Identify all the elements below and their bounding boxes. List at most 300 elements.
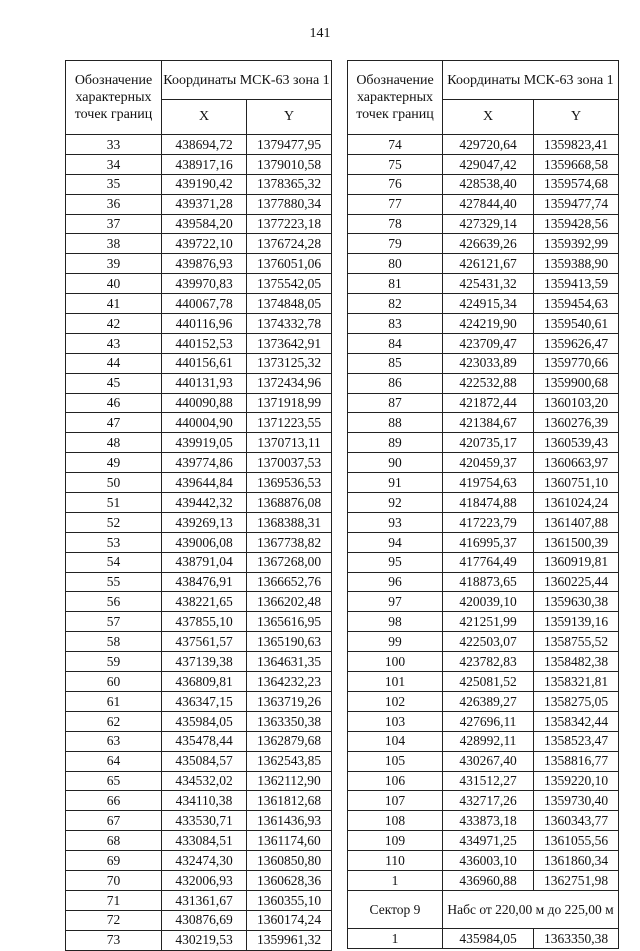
x-coordinate-cell: 439876,93 bbox=[162, 254, 247, 274]
table-row bbox=[66, 174, 332, 194]
point-number-cell: 61 bbox=[66, 691, 162, 711]
point-number-cell: 42 bbox=[66, 314, 162, 334]
point-number-cell: 78 bbox=[348, 214, 443, 234]
point-number-cell: 105 bbox=[348, 751, 443, 771]
x-coordinate-cell: 440004,90 bbox=[162, 413, 247, 433]
x-coordinate-cell: 440131,93 bbox=[162, 373, 247, 393]
table-row bbox=[66, 831, 332, 851]
header-point-designation: Обозначение характерных точек границ bbox=[348, 61, 443, 135]
point-number-cell: 85 bbox=[348, 353, 443, 373]
y-coordinate-cell: 1373642,91 bbox=[247, 333, 332, 353]
y-coordinate-cell: 1360539,43 bbox=[534, 433, 619, 453]
y-coordinate-cell: 1372434,96 bbox=[247, 373, 332, 393]
x-coordinate-cell: 425081,52 bbox=[443, 672, 534, 692]
table-row bbox=[66, 592, 332, 612]
x-coordinate-cell: 435478,44 bbox=[162, 731, 247, 751]
x-coordinate-cell: 438476,91 bbox=[162, 572, 247, 592]
table-row bbox=[348, 234, 619, 254]
table-row bbox=[66, 194, 332, 214]
point-number-cell: 60 bbox=[66, 672, 162, 692]
table-row bbox=[66, 393, 332, 413]
y-coordinate-cell: 1368876,08 bbox=[247, 493, 332, 513]
table-row bbox=[66, 135, 332, 155]
point-number-cell: 40 bbox=[66, 274, 162, 294]
point-number-cell: 99 bbox=[348, 632, 443, 652]
x-coordinate-cell: 430267,40 bbox=[443, 751, 534, 771]
point-number-cell: 71 bbox=[66, 890, 162, 910]
point-number-cell: 49 bbox=[66, 453, 162, 473]
x-coordinate-cell: 424219,90 bbox=[443, 314, 534, 334]
point-number-cell: 87 bbox=[348, 393, 443, 413]
table-row bbox=[66, 652, 332, 672]
x-coordinate-cell: 424915,34 bbox=[443, 294, 534, 314]
x-coordinate-cell: 439371,28 bbox=[162, 194, 247, 214]
y-coordinate-cell: 1370037,53 bbox=[247, 453, 332, 473]
table-row bbox=[348, 791, 619, 811]
table-row bbox=[348, 174, 619, 194]
table-row bbox=[348, 672, 619, 692]
table-row bbox=[66, 274, 332, 294]
table-row bbox=[348, 711, 619, 731]
table-row bbox=[348, 274, 619, 294]
x-coordinate-cell: 420039,10 bbox=[443, 592, 534, 612]
table-row bbox=[66, 612, 332, 632]
x-coordinate-cell: 436003,10 bbox=[443, 851, 534, 871]
x-coordinate-cell: 423033,89 bbox=[443, 353, 534, 373]
point-number-cell: 108 bbox=[348, 811, 443, 831]
y-coordinate-cell: 1370713,11 bbox=[247, 433, 332, 453]
y-coordinate-cell: 1359730,40 bbox=[534, 791, 619, 811]
x-coordinate-cell: 438694,72 bbox=[162, 135, 247, 155]
table-row bbox=[348, 473, 619, 493]
x-coordinate-cell: 425431,32 bbox=[443, 274, 534, 294]
table-row bbox=[66, 294, 332, 314]
table-row bbox=[66, 214, 332, 234]
point-number-cell: 47 bbox=[66, 413, 162, 433]
point-number-cell: 68 bbox=[66, 831, 162, 851]
x-coordinate-cell: 421251,99 bbox=[443, 612, 534, 632]
table-row bbox=[348, 135, 619, 155]
y-coordinate-cell: 1359413,59 bbox=[534, 274, 619, 294]
y-coordinate-cell: 1376724,28 bbox=[247, 234, 332, 254]
x-coordinate-cell: 420459,37 bbox=[443, 453, 534, 473]
x-coordinate-cell: 435084,57 bbox=[162, 751, 247, 771]
y-coordinate-cell: 1377880,34 bbox=[247, 194, 332, 214]
table-row bbox=[348, 512, 619, 532]
x-coordinate-cell: 417223,79 bbox=[443, 512, 534, 532]
table-row bbox=[66, 254, 332, 274]
y-coordinate-cell: 1366652,76 bbox=[247, 572, 332, 592]
point-number-cell: 46 bbox=[66, 393, 162, 413]
table-row bbox=[66, 572, 332, 592]
x-coordinate-cell: 423709,47 bbox=[443, 333, 534, 353]
y-coordinate-cell: 1359388,90 bbox=[534, 254, 619, 274]
y-coordinate-cell: 1362751,98 bbox=[534, 870, 619, 890]
y-coordinate-cell: 1361024,24 bbox=[534, 493, 619, 513]
table-row bbox=[348, 691, 619, 711]
x-coordinate-cell: 428538,40 bbox=[443, 174, 534, 194]
y-coordinate-cell: 1364631,35 bbox=[247, 652, 332, 672]
y-coordinate-cell: 1361500,39 bbox=[534, 532, 619, 552]
table-row bbox=[348, 572, 619, 592]
point-number-cell: 43 bbox=[66, 333, 162, 353]
header-row bbox=[66, 61, 332, 100]
x-coordinate-cell: 418474,88 bbox=[443, 493, 534, 513]
point-number-cell: 54 bbox=[66, 552, 162, 572]
point-number-cell: 64 bbox=[66, 751, 162, 771]
table-row bbox=[348, 771, 619, 791]
y-coordinate-cell: 1360751,10 bbox=[534, 473, 619, 493]
point-number-cell: 84 bbox=[348, 333, 443, 353]
table-row bbox=[348, 751, 619, 771]
y-coordinate-cell: 1366202,48 bbox=[247, 592, 332, 612]
point-number-cell: 53 bbox=[66, 532, 162, 552]
y-coordinate-cell: 1371918,99 bbox=[247, 393, 332, 413]
x-coordinate-cell: 439442,32 bbox=[162, 493, 247, 513]
x-coordinate-cell: 419754,63 bbox=[443, 473, 534, 493]
y-coordinate-cell: 1363719,26 bbox=[247, 691, 332, 711]
sector-header-row bbox=[348, 890, 619, 928]
y-coordinate-cell: 1376051,06 bbox=[247, 254, 332, 274]
y-coordinate-cell: 1363350,38 bbox=[247, 711, 332, 731]
point-number-cell: 98 bbox=[348, 612, 443, 632]
point-number-cell: 104 bbox=[348, 731, 443, 751]
table-row bbox=[348, 552, 619, 572]
x-coordinate-cell: 440116,96 bbox=[162, 314, 247, 334]
table-row bbox=[348, 294, 619, 314]
table-row bbox=[66, 632, 332, 652]
x-coordinate-cell: 418873,65 bbox=[443, 572, 534, 592]
y-coordinate-cell: 1378365,32 bbox=[247, 174, 332, 194]
point-number-cell: 77 bbox=[348, 194, 443, 214]
table-row bbox=[66, 333, 332, 353]
header-y: Y bbox=[247, 100, 332, 135]
y-coordinate-cell: 1359770,66 bbox=[534, 353, 619, 373]
point-number-cell: 1 bbox=[348, 870, 443, 890]
x-coordinate-cell: 440156,61 bbox=[162, 353, 247, 373]
point-number-cell: 67 bbox=[66, 811, 162, 831]
x-coordinate-cell: 440152,53 bbox=[162, 333, 247, 353]
x-coordinate-cell: 439006,08 bbox=[162, 532, 247, 552]
x-coordinate-cell: 429047,42 bbox=[443, 154, 534, 174]
table-row bbox=[348, 632, 619, 652]
header-coordinate-system: Координаты МСК-63 зона 1 bbox=[162, 61, 332, 100]
y-coordinate-cell: 1359668,58 bbox=[534, 154, 619, 174]
point-number-cell: 91 bbox=[348, 473, 443, 493]
point-number-cell: 35 bbox=[66, 174, 162, 194]
x-coordinate-cell: 435984,05 bbox=[443, 928, 534, 948]
y-coordinate-cell: 1363350,38 bbox=[534, 928, 619, 948]
table-row bbox=[348, 353, 619, 373]
y-coordinate-cell: 1365190,63 bbox=[247, 632, 332, 652]
x-coordinate-cell: 429720,64 bbox=[443, 135, 534, 155]
y-coordinate-cell: 1374332,78 bbox=[247, 314, 332, 334]
table-row bbox=[66, 512, 332, 532]
point-number-cell: 45 bbox=[66, 373, 162, 393]
point-number-cell: 82 bbox=[348, 294, 443, 314]
point-number-cell: 52 bbox=[66, 512, 162, 532]
table-row bbox=[348, 254, 619, 274]
x-coordinate-cell: 426389,27 bbox=[443, 691, 534, 711]
y-coordinate-cell: 1360174,24 bbox=[247, 910, 332, 930]
header-x: X bbox=[443, 100, 534, 135]
y-coordinate-cell: 1362543,85 bbox=[247, 751, 332, 771]
table-row bbox=[66, 930, 332, 950]
y-coordinate-cell: 1364232,23 bbox=[247, 672, 332, 692]
x-coordinate-cell: 436809,81 bbox=[162, 672, 247, 692]
table-row bbox=[66, 413, 332, 433]
table-row bbox=[348, 928, 619, 948]
y-coordinate-cell: 1365616,95 bbox=[247, 612, 332, 632]
point-number-cell: 97 bbox=[348, 592, 443, 612]
x-coordinate-cell: 434971,25 bbox=[443, 831, 534, 851]
table-row bbox=[66, 473, 332, 493]
sector-label: Сектор 9 bbox=[348, 890, 443, 928]
point-number-cell: 37 bbox=[66, 214, 162, 234]
header-coordinate-system: Координаты МСК-63 зона 1 bbox=[443, 61, 619, 100]
point-number-cell: 39 bbox=[66, 254, 162, 274]
table-row bbox=[66, 552, 332, 572]
table-row bbox=[66, 851, 332, 871]
y-coordinate-cell: 1375542,05 bbox=[247, 274, 332, 294]
point-number-cell: 62 bbox=[66, 711, 162, 731]
y-coordinate-cell: 1359574,68 bbox=[534, 174, 619, 194]
x-coordinate-cell: 416995,37 bbox=[443, 532, 534, 552]
table-row bbox=[348, 831, 619, 851]
y-coordinate-cell: 1373125,32 bbox=[247, 353, 332, 373]
y-coordinate-cell: 1359454,63 bbox=[534, 294, 619, 314]
y-coordinate-cell: 1360103,20 bbox=[534, 393, 619, 413]
table-row bbox=[348, 433, 619, 453]
point-number-cell: 93 bbox=[348, 512, 443, 532]
table-row bbox=[66, 811, 332, 831]
x-coordinate-cell: 422532,88 bbox=[443, 373, 534, 393]
table-row bbox=[348, 851, 619, 871]
y-coordinate-cell: 1360919,81 bbox=[534, 552, 619, 572]
y-coordinate-cell: 1359900,68 bbox=[534, 373, 619, 393]
table-row bbox=[66, 532, 332, 552]
x-coordinate-cell: 440090,88 bbox=[162, 393, 247, 413]
header-row bbox=[348, 61, 619, 100]
table-row bbox=[66, 353, 332, 373]
table-row bbox=[66, 751, 332, 771]
point-number-cell: 72 bbox=[66, 910, 162, 930]
y-coordinate-cell: 1359392,99 bbox=[534, 234, 619, 254]
y-coordinate-cell: 1358523,47 bbox=[534, 731, 619, 751]
header-y: Y bbox=[534, 100, 619, 135]
y-coordinate-cell: 1359626,47 bbox=[534, 333, 619, 353]
x-coordinate-cell: 427844,40 bbox=[443, 194, 534, 214]
x-coordinate-cell: 439584,20 bbox=[162, 214, 247, 234]
point-number-cell: 90 bbox=[348, 453, 443, 473]
x-coordinate-cell: 439269,13 bbox=[162, 512, 247, 532]
y-coordinate-cell: 1359139,16 bbox=[534, 612, 619, 632]
table-row bbox=[66, 890, 332, 910]
table-row bbox=[348, 652, 619, 672]
point-number-cell: 1 bbox=[348, 928, 443, 948]
x-coordinate-cell: 435984,05 bbox=[162, 711, 247, 731]
coordinates-table-left bbox=[65, 60, 332, 951]
y-coordinate-cell: 1359823,41 bbox=[534, 135, 619, 155]
x-coordinate-cell: 439644,84 bbox=[162, 473, 247, 493]
point-number-cell: 110 bbox=[348, 851, 443, 871]
table-row bbox=[66, 731, 332, 751]
point-number-cell: 63 bbox=[66, 731, 162, 751]
x-coordinate-cell: 432006,93 bbox=[162, 870, 247, 890]
y-coordinate-cell: 1361407,88 bbox=[534, 512, 619, 532]
y-coordinate-cell: 1361055,56 bbox=[534, 831, 619, 851]
x-coordinate-cell: 430876,69 bbox=[162, 910, 247, 930]
table-row bbox=[348, 493, 619, 513]
y-coordinate-cell: 1360225,44 bbox=[534, 572, 619, 592]
table-row bbox=[66, 791, 332, 811]
point-number-cell: 88 bbox=[348, 413, 443, 433]
x-coordinate-cell: 439970,83 bbox=[162, 274, 247, 294]
x-coordinate-cell: 440067,78 bbox=[162, 294, 247, 314]
x-coordinate-cell: 438221,65 bbox=[162, 592, 247, 612]
table-row bbox=[348, 214, 619, 234]
header-point-designation: Обозначение характерных точек границ bbox=[66, 61, 162, 135]
table-row bbox=[348, 413, 619, 433]
table-row bbox=[66, 711, 332, 731]
table-row bbox=[348, 373, 619, 393]
y-coordinate-cell: 1360628,36 bbox=[247, 870, 332, 890]
point-number-cell: 94 bbox=[348, 532, 443, 552]
x-coordinate-cell: 438791,04 bbox=[162, 552, 247, 572]
x-coordinate-cell: 439919,05 bbox=[162, 433, 247, 453]
x-coordinate-cell: 433530,71 bbox=[162, 811, 247, 831]
table-row bbox=[66, 771, 332, 791]
y-coordinate-cell: 1360343,77 bbox=[534, 811, 619, 831]
x-coordinate-cell: 439722,10 bbox=[162, 234, 247, 254]
point-number-cell: 103 bbox=[348, 711, 443, 731]
x-coordinate-cell: 430219,53 bbox=[162, 930, 247, 950]
point-number-cell: 100 bbox=[348, 652, 443, 672]
y-coordinate-cell: 1367268,00 bbox=[247, 552, 332, 572]
x-coordinate-cell: 426121,67 bbox=[443, 254, 534, 274]
point-number-cell: 76 bbox=[348, 174, 443, 194]
table-row bbox=[66, 234, 332, 254]
table-row bbox=[348, 333, 619, 353]
point-number-cell: 33 bbox=[66, 135, 162, 155]
point-number-cell: 57 bbox=[66, 612, 162, 632]
x-coordinate-cell: 431512,27 bbox=[443, 771, 534, 791]
y-coordinate-cell: 1371223,55 bbox=[247, 413, 332, 433]
y-coordinate-cell: 1359961,32 bbox=[247, 930, 332, 950]
point-number-cell: 92 bbox=[348, 493, 443, 513]
y-coordinate-cell: 1359477,74 bbox=[534, 194, 619, 214]
point-number-cell: 59 bbox=[66, 652, 162, 672]
y-coordinate-cell: 1360663,97 bbox=[534, 453, 619, 473]
point-number-cell: 73 bbox=[66, 930, 162, 950]
x-coordinate-cell: 433084,51 bbox=[162, 831, 247, 851]
table-row bbox=[348, 393, 619, 413]
y-coordinate-cell: 1358275,05 bbox=[534, 691, 619, 711]
x-coordinate-cell: 433873,18 bbox=[443, 811, 534, 831]
y-coordinate-cell: 1360276,39 bbox=[534, 413, 619, 433]
y-coordinate-cell: 1360850,80 bbox=[247, 851, 332, 871]
point-number-cell: 36 bbox=[66, 194, 162, 214]
point-number-cell: 106 bbox=[348, 771, 443, 791]
table-row bbox=[348, 731, 619, 751]
point-number-cell: 86 bbox=[348, 373, 443, 393]
table-row bbox=[66, 154, 332, 174]
y-coordinate-cell: 1374848,05 bbox=[247, 294, 332, 314]
point-number-cell: 70 bbox=[66, 870, 162, 890]
x-coordinate-cell: 436347,15 bbox=[162, 691, 247, 711]
x-coordinate-cell: 437139,38 bbox=[162, 652, 247, 672]
point-number-cell: 69 bbox=[66, 851, 162, 871]
point-number-cell: 109 bbox=[348, 831, 443, 851]
table-row bbox=[348, 592, 619, 612]
table-row bbox=[66, 373, 332, 393]
point-number-cell: 55 bbox=[66, 572, 162, 592]
y-coordinate-cell: 1359540,61 bbox=[534, 314, 619, 334]
point-number-cell: 101 bbox=[348, 672, 443, 692]
point-number-cell: 41 bbox=[66, 294, 162, 314]
point-number-cell: 51 bbox=[66, 493, 162, 513]
point-number-cell: 48 bbox=[66, 433, 162, 453]
y-coordinate-cell: 1362879,68 bbox=[247, 731, 332, 751]
y-coordinate-cell: 1359630,38 bbox=[534, 592, 619, 612]
point-number-cell: 34 bbox=[66, 154, 162, 174]
y-coordinate-cell: 1359428,56 bbox=[534, 214, 619, 234]
y-coordinate-cell: 1367738,82 bbox=[247, 532, 332, 552]
y-coordinate-cell: 1361174,60 bbox=[247, 831, 332, 851]
point-number-cell: 83 bbox=[348, 314, 443, 334]
point-number-cell: 50 bbox=[66, 473, 162, 493]
point-number-cell: 81 bbox=[348, 274, 443, 294]
point-number-cell: 95 bbox=[348, 552, 443, 572]
x-coordinate-cell: 427696,11 bbox=[443, 711, 534, 731]
x-coordinate-cell: 421384,67 bbox=[443, 413, 534, 433]
page-number: 141 bbox=[309, 26, 331, 41]
point-number-cell: 96 bbox=[348, 572, 443, 592]
table-row bbox=[66, 433, 332, 453]
x-coordinate-cell: 439774,86 bbox=[162, 453, 247, 473]
y-coordinate-cell: 1362112,90 bbox=[247, 771, 332, 791]
y-coordinate-cell: 1369536,53 bbox=[247, 473, 332, 493]
y-coordinate-cell: 1358342,44 bbox=[534, 711, 619, 731]
point-number-cell: 80 bbox=[348, 254, 443, 274]
table-row bbox=[66, 314, 332, 334]
x-coordinate-cell: 426639,26 bbox=[443, 234, 534, 254]
y-coordinate-cell: 1361812,68 bbox=[247, 791, 332, 811]
y-coordinate-cell: 1361860,34 bbox=[534, 851, 619, 871]
x-coordinate-cell: 439190,42 bbox=[162, 174, 247, 194]
point-number-cell: 65 bbox=[66, 771, 162, 791]
point-number-cell: 58 bbox=[66, 632, 162, 652]
point-number-cell: 56 bbox=[66, 592, 162, 612]
x-coordinate-cell: 422503,07 bbox=[443, 632, 534, 652]
x-coordinate-cell: 437561,57 bbox=[162, 632, 247, 652]
table-row bbox=[348, 194, 619, 214]
x-coordinate-cell: 436960,88 bbox=[443, 870, 534, 890]
point-number-cell: 102 bbox=[348, 691, 443, 711]
y-coordinate-cell: 1358482,38 bbox=[534, 652, 619, 672]
y-coordinate-cell: 1360355,10 bbox=[247, 890, 332, 910]
point-number-cell: 79 bbox=[348, 234, 443, 254]
table-row bbox=[348, 532, 619, 552]
coordinates-table-right bbox=[347, 60, 619, 949]
table-row bbox=[348, 870, 619, 890]
point-number-cell: 75 bbox=[348, 154, 443, 174]
x-coordinate-cell: 434110,38 bbox=[162, 791, 247, 811]
y-coordinate-cell: 1358816,77 bbox=[534, 751, 619, 771]
table-row bbox=[66, 453, 332, 473]
x-coordinate-cell: 421872,44 bbox=[443, 393, 534, 413]
x-coordinate-cell: 427329,14 bbox=[443, 214, 534, 234]
